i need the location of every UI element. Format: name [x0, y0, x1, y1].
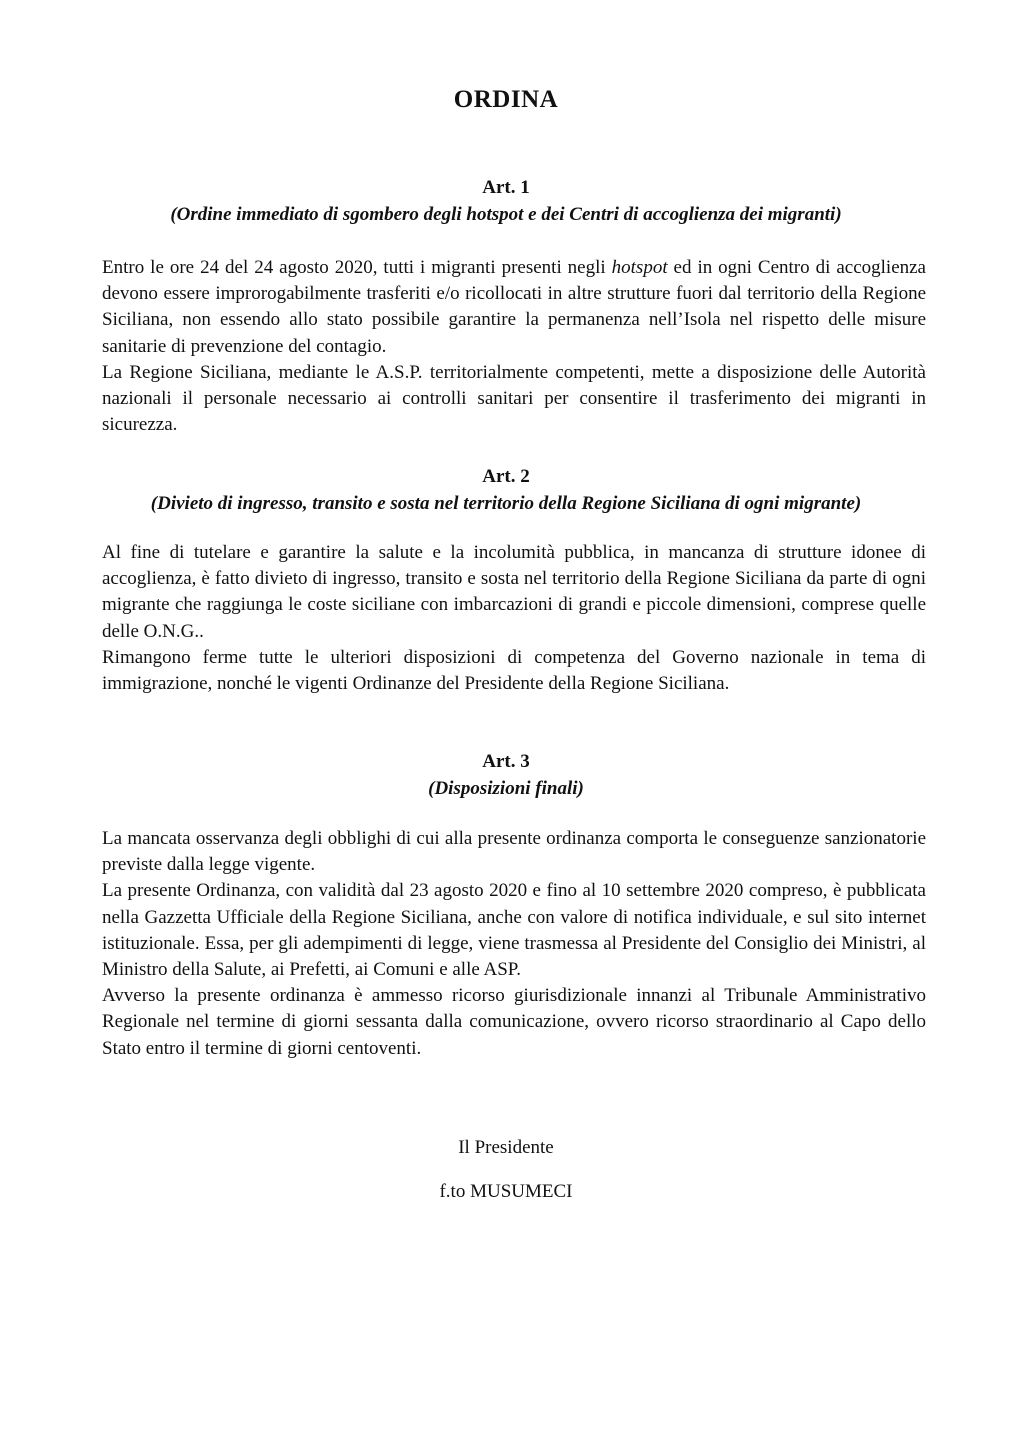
signature-role: Il Presidente [458, 1137, 554, 1158]
article-3-subtitle: (Disposizioni finali) [428, 778, 584, 799]
article-2-body [102, 540, 926, 697]
article-3-number: Art. 3 [482, 751, 530, 772]
article-3-paragraph-3: Avverso la presente ordinanza è ammesso ricorso giurisdizionale innanzi al Tribunale Amministrativo Regionale nel termine di giorni sessanta dalla comunicazione, ovvero ricorso straordinario al Capo dello Stato entro il termine di giorni centoventi. [102, 985, 926, 1059]
article-1-subtitle: (Ordine immediato di sgombero degli hotspot e dei Centri di accoglienza dei migranti) [170, 204, 842, 225]
article-2-heading [0, 463, 1012, 517]
article-1-number: Art. 1 [482, 177, 530, 198]
article-3-body [102, 826, 926, 1062]
document-title: ORDINA [453, 86, 559, 113]
signature-name: f.to MUSUMECI [439, 1181, 573, 1202]
article-1-heading [0, 174, 1012, 228]
article-1-paragraph-1-text-b: ed in ogni Centro di accoglienza devono essere improrogabilmente trasferiti e/o ricollocati in altre strutture fuori dal territorio della Regione Siciliana, non essendo allo stato possibile garantire la permanenza nell’Isola nel rispetto delle misure sanitarie di prevenzione del contagio. [102, 257, 926, 357]
article-1-paragraph-1-text-a: Entro le ore 24 del 24 agosto 2020, tutti i migranti presenti negli [102, 257, 612, 278]
article-1-paragraph-1-italic: hotspot [611, 257, 668, 278]
article-1-body [102, 255, 926, 438]
article-3-paragraph-1: La mancata osservanza degli obblighi di cui alla presente ordinanza comporta le conseguenze sanzionatorie previste dalla legge vigente. [102, 828, 926, 876]
article-2-paragraph-2: Rimangono ferme tutte le ulteriori disposizioni di competenza del Governo nazionale in tema di immigrazione, nonché le vigenti Ordinanze del Presidente della Regione Siciliana. [102, 646, 926, 695]
article-3-heading [0, 748, 1012, 802]
article-1-paragraph-1 [102, 255, 926, 360]
article-2-number: Art. 2 [482, 466, 530, 487]
article-3-paragraph-2: La presente Ordinanza, con validità dal 23 agosto 2020 e fino al 10 settembre 2020 compreso, è pubblicata nella Gazzetta Ufficiale della Regione Siciliana, anche con valore di notifica individuale, e sul sito internet istituzionale. Essa, per gli adempimenti di legge, viene trasmessa al Presidente del Consiglio dei Ministri, al Ministro della Salute, ai Prefetti, ai Comuni e alle ASP. [102, 880, 926, 981]
article-1-paragraph-2: La Regione Siciliana, mediante le A.S.P. territorialmente competenti, mette a disposizione delle Autorità nazionali il personale necessario ai controlli sanitari per consentire il trasferimento dei migranti in sicurezza. [102, 361, 926, 436]
article-2-subtitle: (Divieto di ingresso, transito e sosta nel territorio della Regione Siciliana di ogni migrante) [150, 493, 862, 514]
article-2-paragraph-1: Al fine di tutelare e garantire la salute e la incolumità pubblica, in mancanza di strutture idonee di accoglienza, è fatto divieto di ingresso, transito e sosta nel territorio della Regione Siciliana da parte di ogni migrante che raggiunga le coste siciliane con imbarcazioni di grandi e piccole dimensioni, comprese quelle delle O.N.G.. [102, 542, 926, 642]
